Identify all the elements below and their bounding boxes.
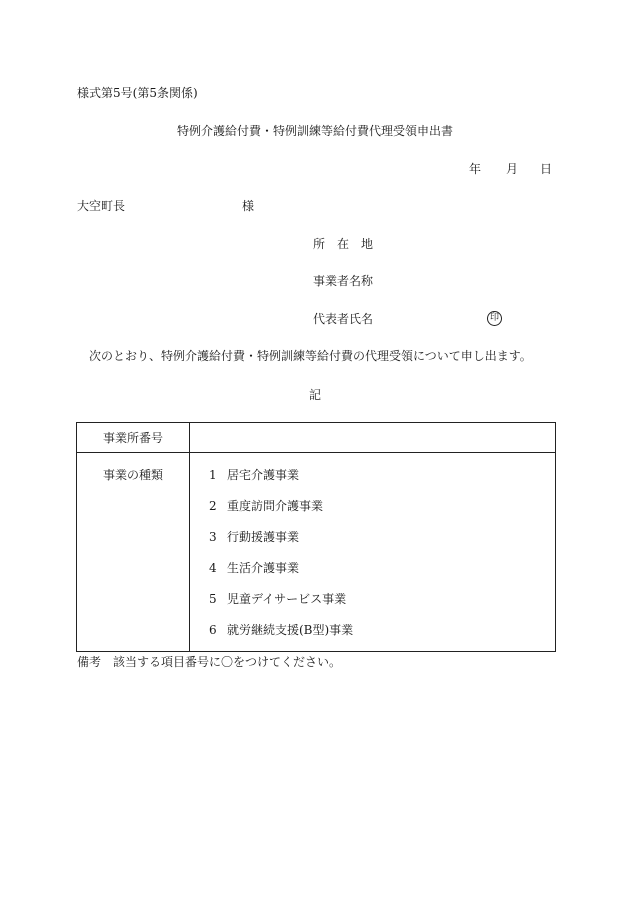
item-number: 5 — [209, 592, 217, 606]
business-type-label: 事業の種類 — [102, 468, 163, 482]
office-number-row — [77, 423, 555, 453]
business-info-table — [76, 422, 556, 652]
item-label: 児童デイサービス事業 — [227, 592, 347, 606]
business-type-item — [209, 499, 323, 513]
business-type-item — [209, 623, 353, 637]
business-type-item — [209, 561, 299, 575]
item-number: 2 — [209, 499, 217, 513]
representative-name-label: 代表者氏名 — [313, 312, 374, 326]
note: 備考 該当する項目番号に〇をつけてください。 — [77, 655, 342, 669]
item-number: 1 — [209, 468, 217, 482]
seal-mark-icon: 印 — [487, 311, 502, 326]
business-type-item — [209, 530, 299, 544]
business-name-label: 事業者名称 — [313, 274, 374, 288]
addressee-honorific: 様 — [242, 199, 255, 213]
item-label: 生活介護事業 — [227, 561, 300, 575]
business-type-item — [209, 468, 299, 482]
item-label: 行動援護事業 — [227, 530, 300, 544]
date-day-label: 日 — [540, 162, 553, 176]
ki-heading: 記 — [308, 388, 321, 402]
item-number: 3 — [209, 530, 217, 544]
item-label: 居宅介護事業 — [227, 468, 300, 482]
date-year-label: 年 — [469, 162, 482, 176]
item-number: 4 — [209, 561, 217, 575]
business-type-item — [209, 592, 346, 606]
form-number: 様式第5号(第5条関係) — [77, 86, 198, 100]
address-label: 所 在 地 — [313, 237, 374, 251]
item-label: 重度訪問介護事業 — [227, 499, 324, 513]
item-number: 6 — [209, 623, 217, 637]
column-divider — [189, 423, 190, 651]
document-title: 特例介護給付費・特例訓練等給付費代理受領申出書 — [176, 124, 453, 138]
office-number-label: 事業所番号 — [102, 431, 163, 445]
body-text: 次のとおり、特例介護給付費・特例訓練等給付費の代理受領について申し出ます。 — [89, 349, 532, 363]
addressee-name: 大空町長 — [77, 199, 126, 213]
date-month-label: 月 — [506, 162, 519, 176]
item-label: 就労継続支援(B型)事業 — [227, 623, 354, 637]
